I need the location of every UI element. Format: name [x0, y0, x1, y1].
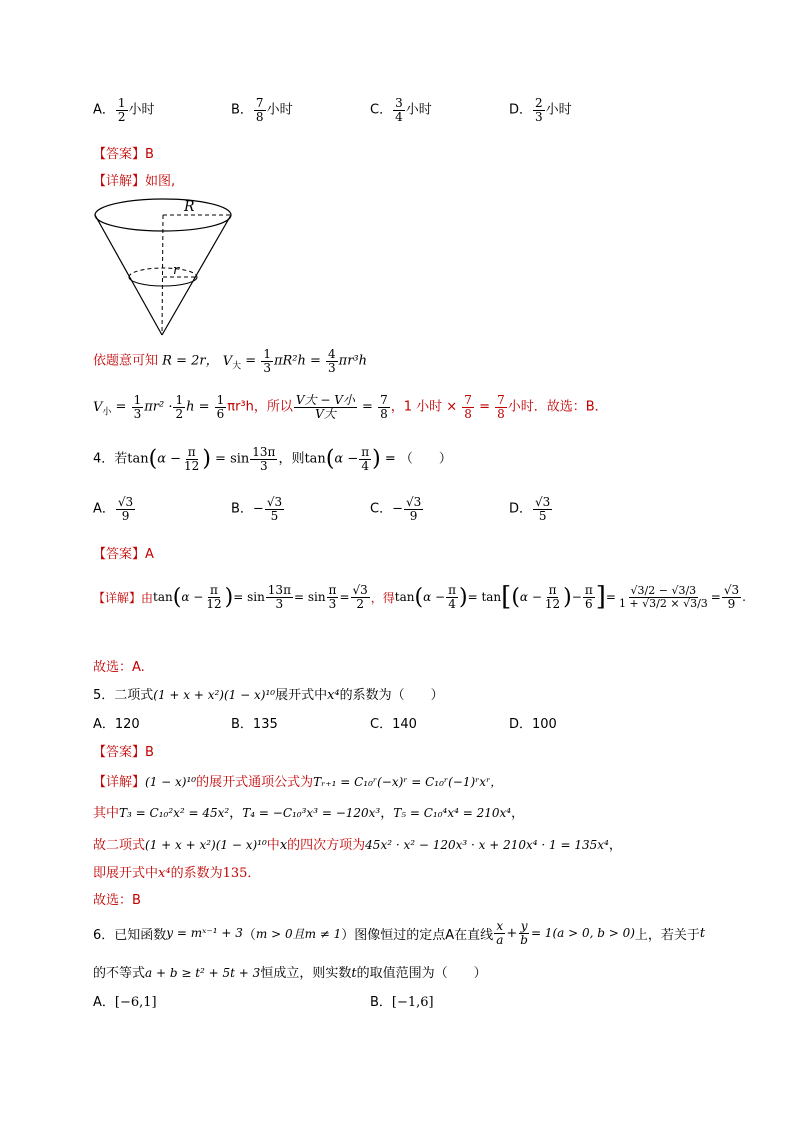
fraction [116, 97, 128, 123]
numerator: V大 − V小 [295, 393, 355, 407]
numerator: √3 [723, 582, 740, 597]
numerator: 1 [216, 393, 225, 407]
paren: ) [458, 584, 468, 610]
eq: = [111, 399, 131, 415]
cone-diagram [90, 195, 240, 340]
math: α − [423, 590, 446, 604]
option-label: B． [370, 995, 392, 1010]
numerator: 1 [263, 347, 271, 361]
numerator: 7 [497, 393, 505, 407]
numerator: π [448, 582, 456, 597]
denominator: 9 [121, 508, 130, 523]
numerator: π [328, 582, 337, 597]
fraction [495, 394, 507, 420]
sub: 大 [232, 361, 242, 372]
text: 故二项式 [93, 838, 146, 853]
paren: ) [202, 446, 211, 472]
q4-answer [93, 543, 154, 562]
paren: ( [148, 446, 158, 472]
numerator: 3 [395, 96, 403, 110]
denominator: 3 [133, 406, 142, 421]
denominator: 12 [206, 596, 222, 611]
fraction [132, 394, 144, 420]
comma: ， [511, 806, 525, 821]
denominator: 4 [448, 596, 456, 611]
fraction [351, 584, 370, 610]
option-value: [−1,6] [391, 995, 434, 1010]
math: πR²h = [273, 353, 326, 369]
func: = sin [210, 451, 250, 467]
option-label: A． [93, 995, 115, 1010]
numerator: √3 [405, 495, 422, 509]
text: πr³h，所以 [227, 399, 293, 415]
unit: 小时 [405, 102, 432, 118]
q6-line2 [93, 962, 487, 981]
answer-value: B [145, 745, 154, 760]
q4-option-c [370, 496, 424, 522]
q5-detail-line4 [93, 862, 260, 881]
answer-tag: 【答案】 [93, 147, 146, 162]
q6-option-b [370, 991, 434, 1010]
denominator: 3 [263, 360, 271, 375]
math: h = [186, 399, 214, 415]
numerator: π [361, 445, 370, 459]
numerator: π [584, 582, 593, 597]
text: 小时．故选：B． [507, 399, 608, 415]
denominator: 8 [380, 406, 388, 421]
math: y = mˣ⁻¹ + 3 [166, 926, 243, 941]
question-number: 4．若 [93, 451, 128, 467]
q5-detail-line1 [93, 771, 502, 790]
fraction [393, 97, 405, 123]
q5-answer [93, 741, 154, 760]
q5-option-a: A．120 [93, 717, 140, 732]
fraction [543, 584, 562, 610]
text: 的系数为 [170, 866, 223, 881]
math: R = 2r， [162, 353, 219, 369]
q4-option-d [509, 496, 553, 522]
fraction [294, 394, 357, 420]
denominator: 6 [584, 596, 593, 611]
fraction [462, 394, 474, 420]
math: x [279, 838, 288, 853]
math: x⁴ [158, 866, 171, 881]
q5-option-c: C．140 [370, 717, 417, 732]
numerator: π [548, 582, 557, 597]
text: = （ ） [380, 451, 452, 467]
text: 的系数为（ ） [339, 688, 444, 703]
text: ）图像恒过的定点A在直线 [341, 927, 494, 943]
q4-conclusion: 故选：A. [93, 660, 145, 675]
answer-value: B [145, 147, 154, 162]
eq: = [474, 399, 495, 415]
text: 其中 [93, 806, 120, 821]
denominator: V大 [315, 406, 336, 421]
q5-detail-line3 [93, 834, 622, 853]
math: t [699, 925, 706, 941]
q4-option-a [93, 496, 136, 522]
numerator: π [187, 445, 196, 459]
minus: − [571, 590, 582, 604]
denominator: 5 [270, 508, 279, 523]
detail-tag: 【详解】 [93, 775, 146, 790]
bracket: [ [501, 582, 512, 612]
q3-detail-line2 [93, 394, 608, 420]
q3-detail-line1 [93, 348, 367, 374]
numerator: 13π [252, 445, 276, 459]
fraction [116, 496, 135, 522]
denominator: 2 [356, 596, 364, 611]
math-v [93, 399, 112, 418]
denominator: 2 [117, 109, 126, 124]
denominator: 9 [727, 596, 736, 611]
denominator: 9 [409, 508, 418, 523]
numerator: 7 [255, 96, 264, 110]
cone-left-edge [95, 215, 162, 335]
numerator: 7 [380, 393, 388, 407]
label-r: r [173, 263, 180, 278]
fraction [404, 496, 423, 522]
option-label: B． [231, 102, 253, 118]
numerator: √3 [117, 495, 134, 509]
text: ，1 小时 × [390, 399, 462, 415]
option-label: A． [93, 501, 115, 517]
q5-option-b: B．135 [231, 717, 278, 732]
math: (1 + x + x²)(1 − x)¹⁰ [145, 838, 267, 852]
numerator: √3 [535, 495, 551, 509]
fraction [518, 920, 530, 946]
text: 上，若关于 [634, 927, 700, 943]
fraction [250, 446, 277, 472]
value: 135． [222, 866, 261, 881]
text: 的取值范围为（ ） [356, 966, 487, 981]
func: = sin [233, 590, 265, 604]
math: x⁴ [327, 688, 340, 703]
denominator: 1 + √3/2 × √3/3 [618, 596, 708, 610]
numerator: π [210, 582, 218, 597]
option-label: C． [370, 102, 393, 118]
fraction [533, 97, 545, 123]
q4-stem [93, 446, 452, 472]
option-value: [−6,1] [114, 995, 157, 1010]
denominator: 8 [255, 109, 264, 124]
eq: = [710, 590, 721, 604]
math: α − [519, 590, 542, 604]
fraction [327, 584, 339, 610]
question-number: 5．二项式 [93, 688, 154, 703]
eq: = [241, 353, 261, 369]
bracket: ] [595, 582, 606, 612]
comma: ， [229, 806, 243, 821]
fraction [494, 920, 505, 946]
denominator: 3 [328, 596, 337, 611]
fraction [265, 496, 284, 522]
denominator: 8 [464, 406, 472, 421]
math: α − [157, 451, 182, 467]
fraction [266, 584, 293, 610]
q3-option-d [509, 97, 572, 123]
q3-detail-intro [93, 170, 175, 189]
math: α − [334, 451, 359, 467]
denominator: a [496, 932, 504, 947]
compound-fraction [617, 585, 710, 609]
func: = tan [467, 590, 502, 604]
numerator: 2 [535, 96, 543, 110]
func: tan [394, 590, 415, 604]
fraction [215, 394, 227, 420]
text: （ [242, 927, 256, 943]
func: tan [127, 451, 149, 467]
plus: + [506, 925, 518, 941]
math-v [222, 353, 242, 372]
func: tan [304, 451, 326, 467]
paren: ) [224, 584, 234, 610]
denominator: 6 [216, 406, 225, 421]
q5-option-d: D．100 [509, 717, 557, 732]
text: 中 [266, 838, 280, 853]
numerator: 1 [133, 393, 142, 407]
numerator: 1 [117, 96, 126, 110]
paren: ) [372, 446, 381, 472]
label-R: R [184, 199, 195, 215]
denominator: 5 [538, 508, 547, 523]
fraction [204, 584, 223, 610]
axis-line [162, 215, 163, 335]
paren: ) [563, 584, 572, 610]
text: ，得 [370, 590, 395, 605]
text: 的不等式 [93, 966, 146, 981]
text: 依题意可知 [93, 353, 159, 369]
denominator: 2 [175, 406, 184, 421]
q5-detail-line2 [93, 802, 524, 821]
q5-stem [93, 684, 444, 703]
sub: 小 [102, 407, 112, 418]
option-label: D． [509, 501, 533, 517]
math: m > 0且m ≠ 1 [255, 926, 342, 941]
math: Tᵣ₊₁ = C₁₀ʳ(−x)ʳ = C₁₀ʳ(−1)ʳxʳ， [313, 775, 503, 789]
text: ，则 [278, 451, 305, 467]
sign: − [252, 501, 264, 517]
text: 由 [141, 590, 154, 605]
text: 展开式中 [275, 688, 328, 703]
denominator: 3 [535, 109, 543, 124]
answer-value: A [145, 547, 154, 562]
numerator: √3 [352, 582, 368, 597]
numerator: 13π [267, 582, 291, 597]
detail-text: 如图, [145, 174, 176, 189]
math: = 1(a > 0, b > 0) [530, 926, 635, 941]
small-ellipse-front [129, 277, 197, 286]
fraction [173, 394, 185, 420]
paren: ( [325, 446, 335, 472]
numerator: 7 [464, 393, 472, 407]
numerator: √3 [266, 495, 283, 509]
math: a + b ≥ t² + 5t + 3 [145, 966, 261, 980]
v: V [93, 399, 103, 415]
comma: ， [380, 806, 394, 821]
text: 恒成立，则实数 [260, 966, 352, 981]
paren: ( [172, 584, 182, 610]
q3-option-b [231, 97, 293, 123]
numerator: √3/2 − √3/3 [630, 583, 697, 597]
eq: = [339, 590, 350, 604]
text: 即展开式中 [93, 866, 159, 881]
fraction [533, 496, 552, 522]
fraction [722, 584, 741, 610]
q3-option-a [93, 97, 155, 123]
fraction [182, 446, 201, 472]
paren: ( [414, 584, 424, 610]
denominator: 12 [184, 458, 200, 473]
numerator: 1 [175, 393, 184, 407]
q5-conclusion: 故选：B [93, 893, 141, 908]
detail-tag: 【详解】 [93, 590, 142, 605]
numerator: y [520, 919, 528, 933]
eq: = [357, 399, 378, 415]
fraction [261, 348, 273, 374]
math: t [351, 966, 357, 981]
text: 的四次方项为 [287, 838, 366, 853]
math: πr³h [338, 353, 368, 369]
numerator: x [496, 919, 504, 933]
denominator: b [520, 932, 528, 947]
eq: = [605, 590, 616, 604]
denominator: 3 [275, 596, 284, 611]
option-label: D． [509, 102, 533, 118]
q3-option-c [370, 97, 432, 123]
answer-tag: 【答案】 [93, 745, 146, 760]
func: tan [153, 590, 173, 604]
v: V [222, 353, 233, 369]
sign: − [392, 501, 403, 517]
math: (1 − x)¹⁰ [145, 775, 197, 789]
fraction [359, 446, 371, 472]
unit: 小时 [128, 102, 155, 118]
math: πr² · [144, 399, 173, 415]
denominator: 12 [544, 596, 561, 611]
math: α − [181, 590, 204, 604]
math: T₃ = C₁₀²x² = 45x² [119, 806, 230, 820]
option-label: C． [370, 501, 393, 517]
comma: ， [608, 838, 622, 853]
func: = sin [293, 590, 326, 604]
unit: 小时 [266, 102, 293, 118]
option-label: A． [93, 102, 115, 118]
q3-answer [93, 143, 154, 162]
math: 45x² · x² − 120x³ · x + 210x⁴ · 1 = 135x⁴ [365, 838, 609, 852]
math: T₄ = −C₁₀³x³ = −120x³ [242, 806, 381, 820]
answer-tag: 【答案】 [93, 547, 146, 562]
math: (1 + x + x²)(1 − x)¹⁰ [153, 688, 276, 702]
q4-option-b [231, 496, 285, 522]
denominator: 4 [361, 458, 369, 473]
fraction [378, 394, 390, 420]
denominator: 3 [260, 458, 268, 473]
fraction [583, 584, 595, 610]
denominator: 8 [497, 406, 505, 421]
fraction [326, 348, 338, 374]
unit: 小时 [545, 102, 572, 118]
denominator: 4 [395, 109, 403, 124]
fraction [254, 97, 266, 123]
paren: ( [511, 584, 520, 610]
text: 的展开式通项公式为 [196, 775, 314, 790]
detail-tag: 【详解】 [93, 174, 146, 189]
q4-detail [93, 582, 746, 612]
denominator: 3 [328, 360, 336, 375]
math: T₅ = C₁₀⁴x⁴ = 210x⁴ [393, 806, 512, 820]
q6-line1 [93, 920, 705, 946]
option-label: B． [231, 501, 253, 517]
question-number: 6．已知函数 [93, 927, 167, 943]
period: . [742, 590, 746, 604]
q6-option-a [93, 991, 157, 1010]
numerator: 4 [328, 347, 336, 361]
fraction [446, 584, 458, 610]
